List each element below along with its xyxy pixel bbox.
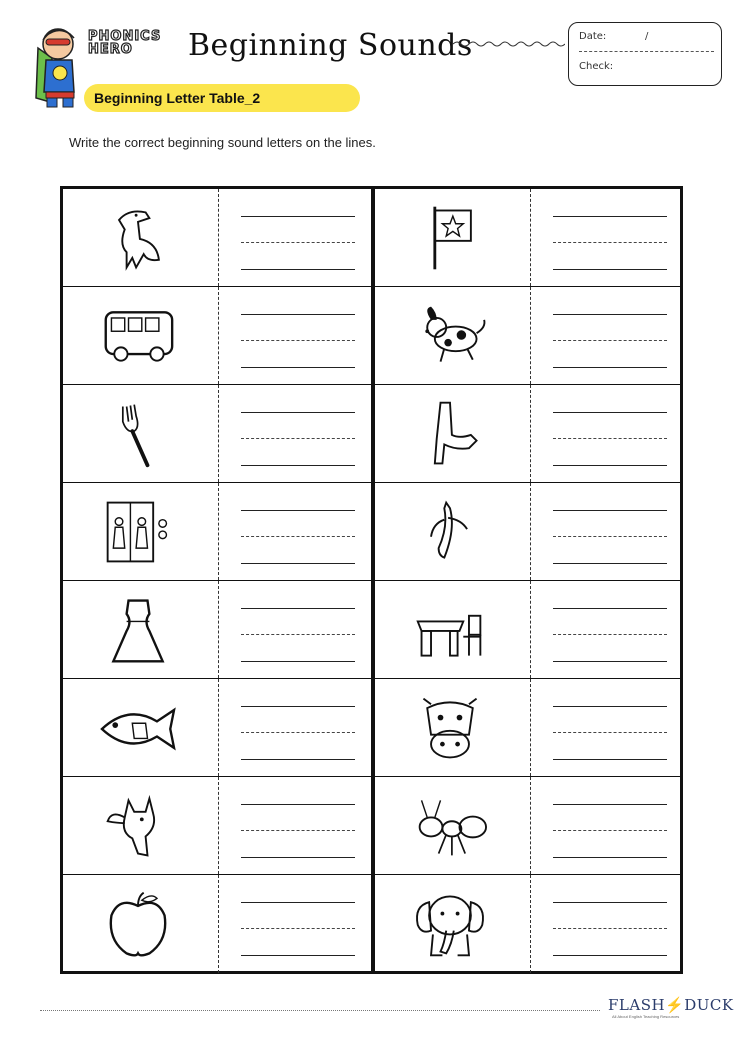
writing-line-top[interactable] (553, 216, 667, 217)
brand-line-1: PHONICS (88, 29, 162, 44)
ant-icon (400, 789, 500, 863)
desk-icon (400, 593, 500, 667)
table-cell-left (63, 483, 371, 581)
cell-dashed-divider (218, 875, 219, 973)
subtitle: Beginning Letter Table_2 (94, 90, 261, 106)
table-cell-left (63, 875, 371, 973)
cell-dashed-divider (218, 777, 219, 874)
cell-dashed-divider (218, 287, 219, 384)
date-check-box (568, 22, 722, 86)
worksheet-table (60, 186, 683, 974)
writing-line-top[interactable] (241, 804, 355, 805)
page-title: Beginning Sounds (188, 28, 473, 63)
writing-line-middle[interactable] (241, 928, 355, 929)
writing-line-middle[interactable] (241, 732, 355, 733)
table-cell-right (375, 679, 683, 777)
table-cell-left (63, 189, 371, 287)
cell-dashed-divider (530, 287, 531, 384)
writing-line-middle[interactable] (553, 438, 667, 439)
writing-line-top[interactable] (241, 608, 355, 609)
table-cell-left (63, 287, 371, 385)
date-slash: / (645, 31, 649, 42)
bolt-icon: ⚡ (665, 996, 685, 1014)
cell-dashed-divider (218, 189, 219, 286)
writing-line-top[interactable] (241, 902, 355, 903)
writing-line-base[interactable] (553, 563, 667, 564)
table-cell-right (375, 777, 683, 875)
writing-line-middle[interactable] (553, 536, 667, 537)
writing-line-base[interactable] (553, 759, 667, 760)
table-cell-right (375, 483, 683, 581)
writing-line-middle[interactable] (553, 242, 667, 243)
elevator-icon (88, 495, 188, 569)
writing-line-top[interactable] (241, 216, 355, 217)
writing-line-base[interactable] (553, 661, 667, 662)
dinosaur-icon (88, 201, 188, 275)
writing-line-middle[interactable] (553, 340, 667, 341)
cell-dashed-divider (530, 385, 531, 482)
cell-dashed-divider (218, 483, 219, 580)
writing-line-base[interactable] (241, 661, 355, 662)
footer-divider (40, 1010, 600, 1011)
fork-icon (88, 397, 188, 471)
cell-dashed-divider (218, 581, 219, 678)
writing-line-top[interactable] (553, 510, 667, 511)
bus-icon (88, 299, 188, 373)
writing-line-middle[interactable] (553, 830, 667, 831)
writing-line-middle[interactable] (553, 634, 667, 635)
writing-line-base[interactable] (241, 269, 355, 270)
writing-line-middle[interactable] (241, 438, 355, 439)
table-cell-right (375, 385, 683, 483)
writing-line-middle[interactable] (553, 928, 667, 929)
writing-line-base[interactable] (241, 465, 355, 466)
writing-line-top[interactable] (241, 706, 355, 707)
writing-line-top[interactable] (241, 412, 355, 413)
apple-icon (88, 887, 188, 961)
writing-line-base[interactable] (553, 857, 667, 858)
cell-dashed-divider (530, 679, 531, 776)
brand-line-2: HERO (88, 42, 133, 57)
writing-line-base[interactable] (241, 367, 355, 368)
writing-line-top[interactable] (553, 902, 667, 903)
date-row (579, 31, 714, 52)
writing-line-middle[interactable] (241, 340, 355, 341)
writing-line-middle[interactable] (241, 830, 355, 831)
writing-line-base[interactable] (241, 563, 355, 564)
writing-line-base[interactable] (241, 857, 355, 858)
elephant-icon (400, 887, 500, 961)
table-cell-right (375, 875, 683, 973)
dress-icon (88, 593, 188, 667)
table-cell-right (375, 189, 683, 287)
writing-line-top[interactable] (553, 314, 667, 315)
writing-line-base[interactable] (553, 465, 667, 466)
writing-line-top[interactable] (241, 314, 355, 315)
writing-line-top[interactable] (553, 608, 667, 609)
wave-divider (453, 38, 565, 50)
cell-dashed-divider (530, 189, 531, 286)
writing-line-base[interactable] (241, 759, 355, 760)
writing-line-top[interactable] (553, 412, 667, 413)
logo-text-1: FLASH (608, 996, 666, 1014)
mascot-icon (30, 18, 92, 108)
cell-dashed-divider (530, 581, 531, 678)
cell-dashed-divider (530, 777, 531, 874)
writing-line-middle[interactable] (241, 242, 355, 243)
writing-line-base[interactable] (241, 955, 355, 956)
writing-line-top[interactable] (553, 804, 667, 805)
logo-tagline: All About English Teaching Resources (612, 1014, 680, 1019)
writing-line-middle[interactable] (241, 634, 355, 635)
table-cell-right (375, 581, 683, 679)
table-cell-left (63, 777, 371, 875)
writing-line-middle[interactable] (553, 732, 667, 733)
writing-line-base[interactable] (553, 367, 667, 368)
dog-icon (400, 299, 500, 373)
arm-icon (400, 397, 500, 471)
logo-text-2: DUCK (684, 996, 734, 1014)
cell-dashed-divider (218, 385, 219, 482)
writing-line-base[interactable] (553, 955, 667, 956)
instructions: Write the correct beginning sound letters on the lines. (69, 135, 376, 150)
table-cell-left (63, 581, 371, 679)
writing-line-top[interactable] (553, 706, 667, 707)
writing-line-base[interactable] (553, 269, 667, 270)
table-cell-left (63, 679, 371, 777)
date-label: Date: (579, 31, 607, 42)
flashduck-logo (608, 996, 734, 1014)
cow-icon (400, 691, 500, 765)
table-cell-left (63, 385, 371, 483)
brand-logo (88, 30, 161, 56)
fox-icon (88, 789, 188, 863)
flag-icon (400, 201, 500, 275)
table-cell-right (375, 287, 683, 385)
writing-line-middle[interactable] (241, 536, 355, 537)
banana-icon (400, 495, 500, 569)
check-label: Check: (579, 61, 614, 72)
cell-dashed-divider (530, 483, 531, 580)
writing-line-top[interactable] (241, 510, 355, 511)
fish-icon (88, 691, 188, 765)
cell-dashed-divider (218, 679, 219, 776)
cell-dashed-divider (530, 875, 531, 973)
